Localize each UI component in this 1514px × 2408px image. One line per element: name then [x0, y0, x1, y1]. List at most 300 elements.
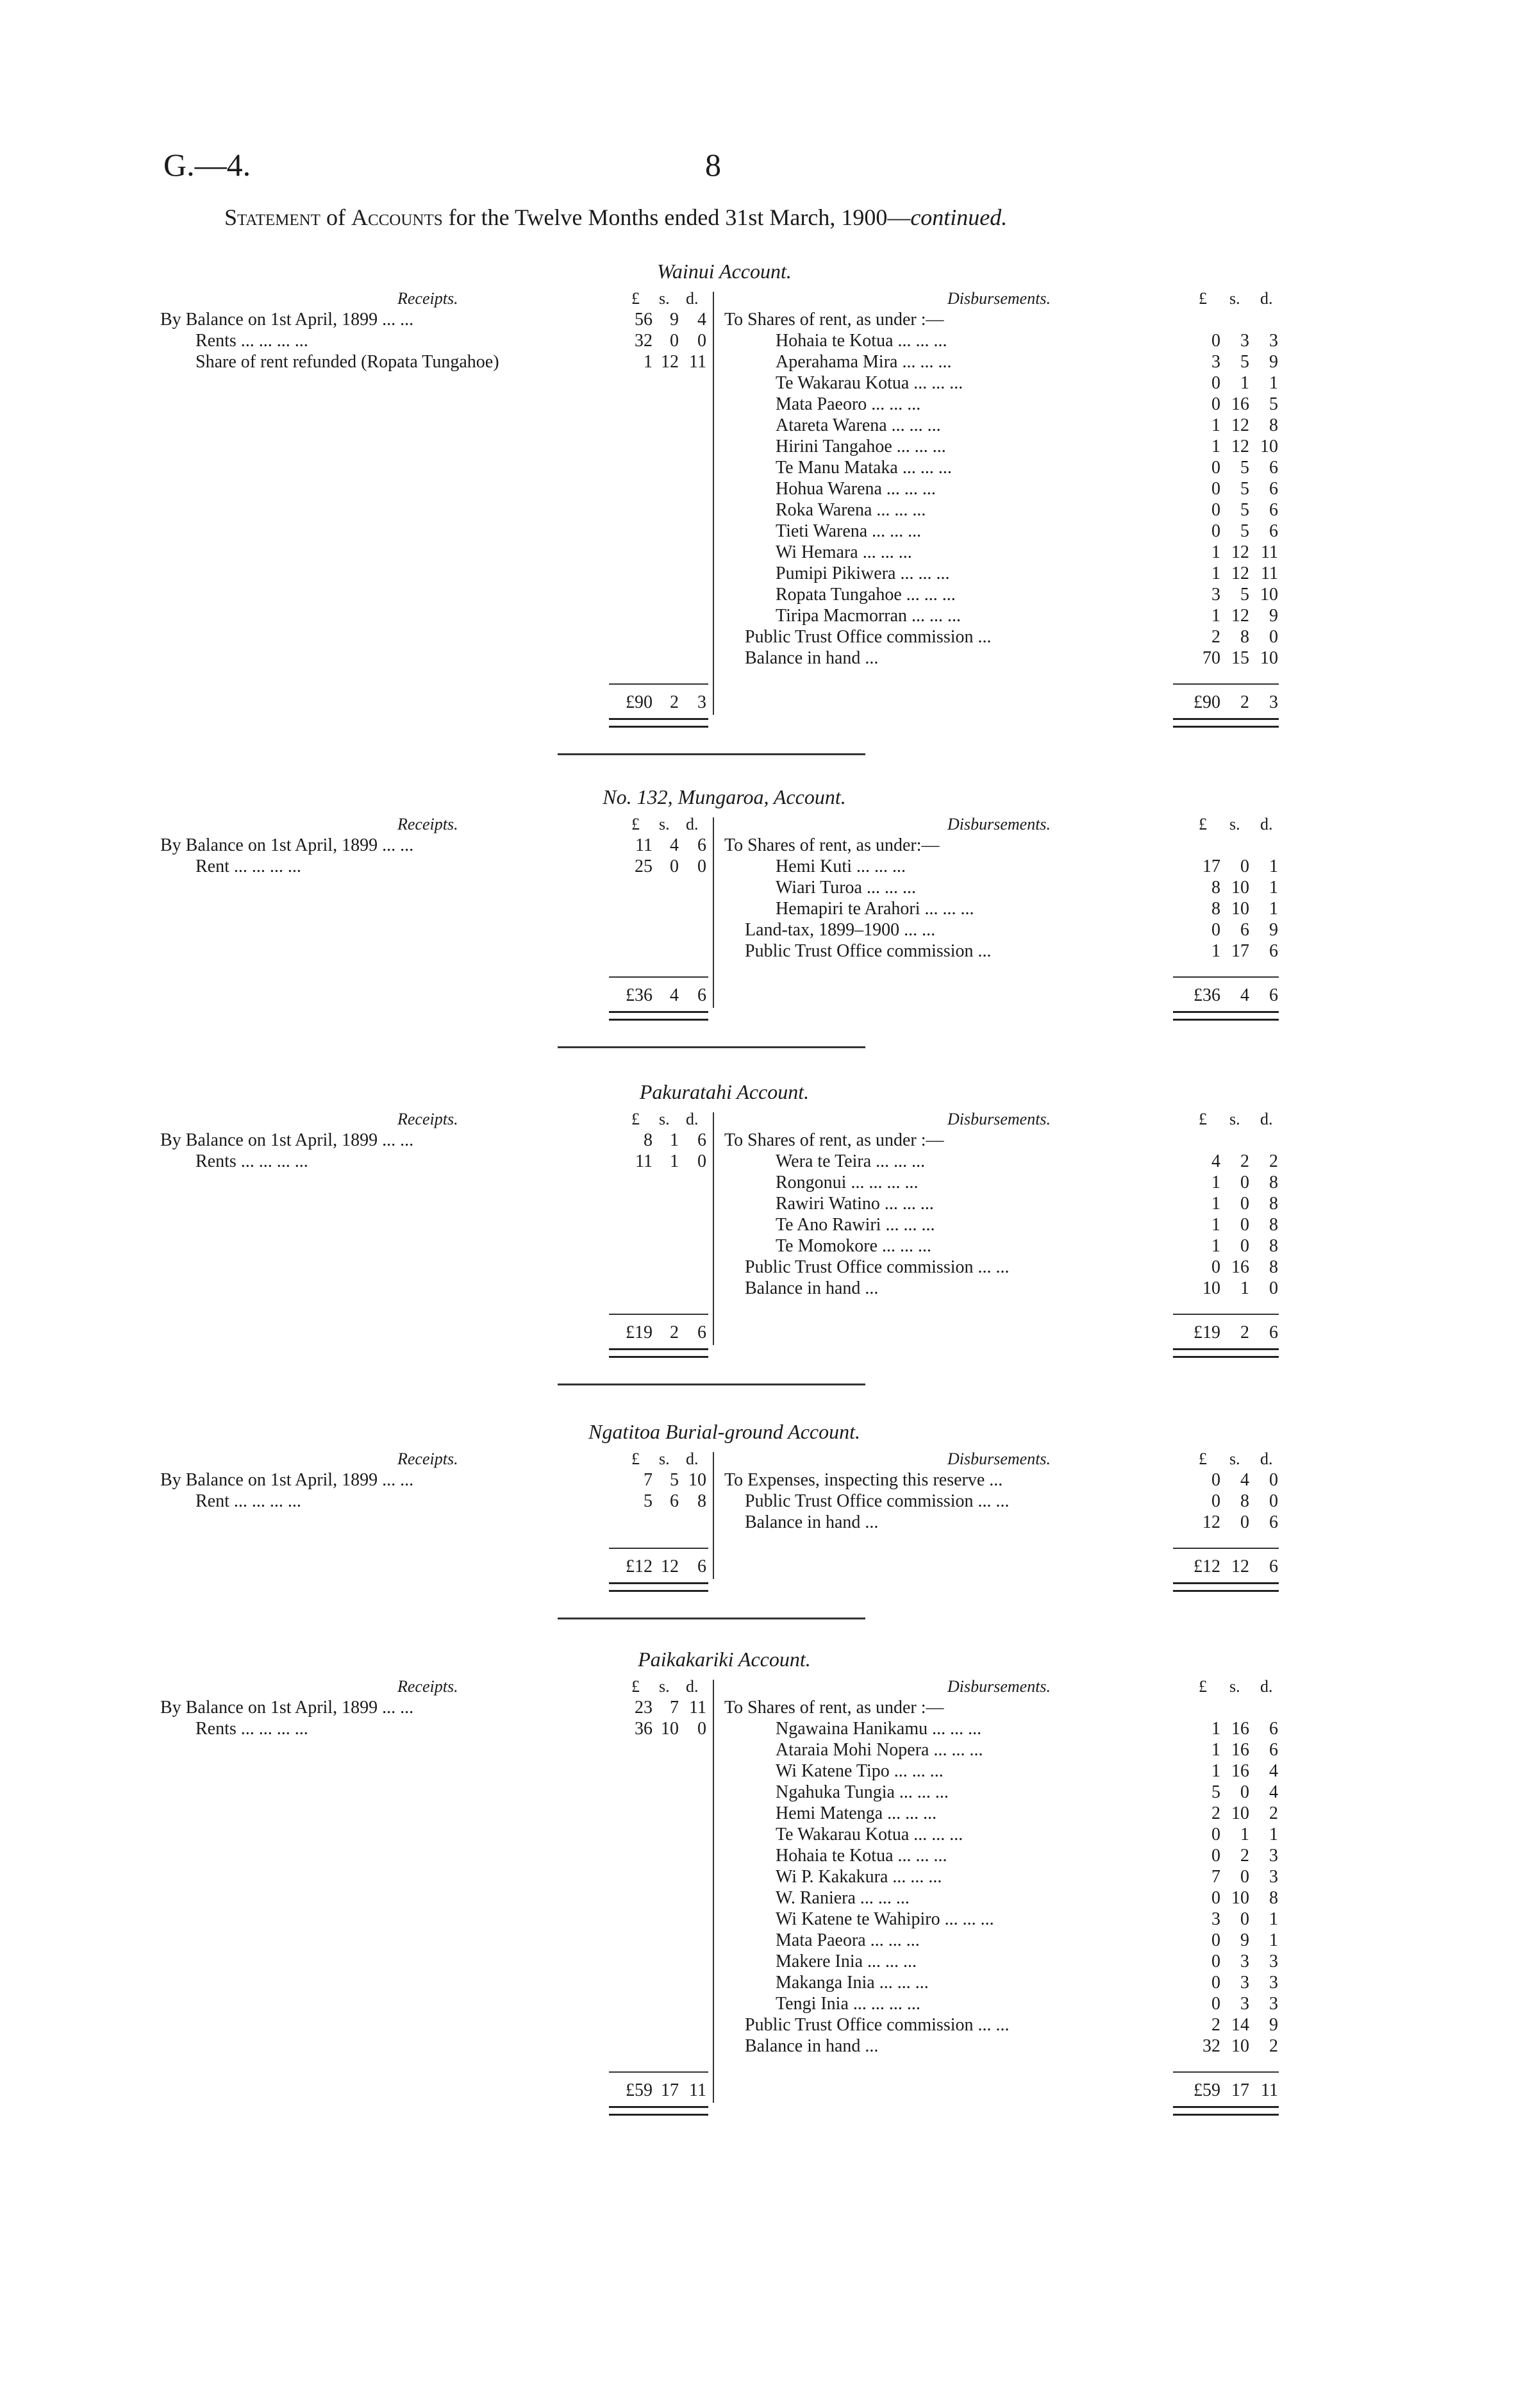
disbursement-pounds: 1 [1211, 1236, 1220, 1256]
disbursement-pence: 5 [1269, 394, 1278, 414]
disbursement-line: Te Manu Mataka ... ... ... [776, 458, 952, 478]
disbursement-line: Ngahuka Tungia ... ... ... [776, 1782, 949, 1802]
disbursements-rule [1173, 976, 1279, 978]
disbursement-pence: 9 [1269, 606, 1278, 626]
receipt-pounds: 8 [644, 1130, 653, 1150]
disbursement-pounds: 1 [1211, 542, 1220, 562]
receipt-shillings: 6 [670, 1491, 679, 1511]
disbursement-pence: 8 [1269, 1888, 1278, 1908]
disbursement-shillings: 3 [1240, 1994, 1249, 2014]
disbursement-shillings: 15 [1231, 648, 1249, 668]
receipt-shillings: 0 [670, 857, 679, 876]
disbursements-total-pence: 6 [1269, 985, 1278, 1005]
receipts-total-rule [609, 1011, 708, 1021]
column-divider [713, 817, 714, 1008]
receipt-pence: 4 [697, 310, 706, 330]
disbursement-line: Makanga Inia ... ... ... [776, 1973, 929, 1993]
disbursements-total-shillings: 17 [1231, 2080, 1249, 2100]
receipts-total-pounds: £59 [626, 2080, 653, 2100]
receipts-rule [609, 2071, 708, 2073]
receipts-total-rule [609, 2106, 708, 2116]
disbursement-shillings: 1 [1240, 373, 1249, 393]
disbursements-total-pounds: £12 [1194, 1557, 1220, 1576]
disbursement-shillings: 10 [1231, 1803, 1249, 1823]
disbursement-line: Roka Warena ... ... ... [776, 500, 926, 520]
disbursement-pounds: 0 [1211, 1491, 1220, 1511]
disbursement-line: Makere Inia ... ... ... [776, 1952, 917, 1971]
disbursement-pounds: 1 [1211, 606, 1220, 626]
disbursement-line: Balance in hand ... [745, 648, 879, 668]
disbursement-line: Balance in hand ... [745, 1512, 879, 1532]
disbursement-pounds: 2 [1211, 627, 1220, 647]
pence-heading: d. [686, 1450, 699, 1468]
shilling-heading: s. [659, 1677, 670, 1696]
disbursement-pence: 3 [1269, 1973, 1278, 1993]
disbursement-line: Tieti Warena ... ... ... [776, 521, 922, 541]
disbursement-pounds: 1 [1211, 564, 1220, 583]
receipt-line: Rent ... ... ... ... [195, 1491, 301, 1511]
disbursement-header: To Shares of rent, as under :— [724, 310, 944, 330]
disbursement-shillings: 3 [1240, 1952, 1249, 1971]
disbursement-shillings: 0 [1240, 1194, 1249, 1214]
disbursement-line: Balance in hand ... [745, 1278, 879, 1298]
title-lead: Statement [224, 205, 320, 230]
disbursement-pence: 6 [1269, 521, 1278, 541]
disbursement-pounds: 0 [1211, 1825, 1220, 1844]
disbursement-line: Public Trust Office commission ... [745, 941, 992, 961]
disbursements-total-shillings: 4 [1240, 985, 1249, 1005]
receipt-pounds: 36 [635, 1719, 653, 1739]
receipt-pounds: 11 [635, 835, 653, 855]
receipt-line: Rents ... ... ... ... [195, 1151, 308, 1171]
disbursement-pounds: 0 [1211, 373, 1220, 393]
disbursement-pence: 2 [1269, 1151, 1278, 1171]
account-title: Wainui Account. [657, 260, 792, 283]
disb-pence-heading: d. [1260, 1110, 1273, 1128]
receipts-rule [609, 1548, 708, 1549]
title-of: of [326, 205, 345, 230]
disbursement-pence: 9 [1269, 2015, 1278, 2035]
disb-pound-heading: £ [1199, 815, 1207, 833]
disbursements-heading: Disbursements. [947, 289, 1051, 308]
disbursement-line: Wi Katene te Wahipiro ... ... ... [776, 1909, 994, 1929]
account-title: Pakuratahi Account. [639, 1080, 810, 1103]
disbursement-line: Public Trust Office commission ... ... [745, 1491, 1010, 1511]
receipts-total-rule [609, 1582, 708, 1592]
disbursement-line: Tiripa Macmorran ... ... ... [776, 606, 961, 626]
disbursement-shillings: 16 [1231, 1719, 1249, 1739]
disbursements-total-pence: 6 [1269, 1557, 1278, 1576]
account-title: Ngatitoa Burial-ground Account. [588, 1420, 860, 1443]
pence-heading: d. [686, 289, 699, 308]
disbursement-line: Land-tax, 1899–1900 ... ... [745, 920, 936, 940]
disbursements-total-rule [1173, 718, 1279, 728]
disbursement-pounds: 10 [1202, 1278, 1220, 1298]
receipt-shillings: 12 [661, 352, 679, 372]
receipt-line: Rents ... ... ... ... [195, 1719, 308, 1739]
disb-pence-heading: d. [1260, 289, 1273, 308]
receipt-shillings: 4 [670, 835, 679, 855]
receipts-total-pounds: £36 [626, 985, 653, 1005]
receipt-shillings: 0 [670, 331, 679, 351]
disbursement-shillings: 17 [1231, 941, 1249, 961]
disbursement-shillings: 0 [1240, 857, 1249, 876]
disbursements-total-shillings: 12 [1231, 1557, 1249, 1576]
disbursement-pounds: 0 [1211, 920, 1220, 940]
disbursements-total-pence: 11 [1261, 2080, 1278, 2100]
disbursement-shillings: 0 [1240, 1236, 1249, 1256]
disbursements-total-pence: 3 [1269, 692, 1278, 712]
shilling-heading: s. [659, 1450, 670, 1468]
disbursement-line: Rawiri Watino ... ... ... [776, 1194, 934, 1214]
receipts-rule [609, 976, 708, 978]
disbursement-pounds: 3 [1211, 585, 1220, 605]
disbursements-rule [1173, 683, 1279, 685]
disbursement-pence: 1 [1269, 899, 1278, 919]
disbursement-shillings: 16 [1231, 1257, 1249, 1277]
receipt-pounds: 7 [644, 1470, 653, 1490]
receipts-total-shillings: 2 [670, 692, 679, 712]
receipt-line: By Balance on 1st April, 1899 ... ... [160, 1470, 414, 1490]
page-number: 8 [705, 147, 721, 183]
receipts-rule [609, 683, 708, 685]
disbursement-pence: 4 [1269, 1761, 1278, 1781]
disbursement-pence: 3 [1269, 1952, 1278, 1971]
disbursement-pounds: 8 [1211, 899, 1220, 919]
disbursement-pounds: 2 [1211, 2015, 1220, 2035]
title-continued: continued. [910, 205, 1008, 230]
disbursement-pence: 0 [1269, 1278, 1278, 1298]
receipts-total-shillings: 12 [661, 1557, 679, 1576]
disbursement-pence: 1 [1269, 878, 1278, 898]
disbursement-line: Wi Hemara ... ... ... [776, 542, 912, 562]
pound-heading: £ [631, 1110, 640, 1128]
disbursement-pounds: 5 [1211, 1782, 1220, 1802]
disbursement-pounds: 1 [1211, 1194, 1220, 1214]
disbursement-line: Hirini Tangahoe ... ... ... [776, 437, 946, 456]
disbursement-pence: 0 [1269, 627, 1278, 647]
disbursement-pounds: 0 [1211, 1470, 1220, 1490]
disbursement-pounds: 32 [1202, 2036, 1220, 2056]
disbursement-pounds: 4 [1211, 1151, 1220, 1171]
disbursement-pounds: 70 [1202, 648, 1220, 668]
disbursement-line: To Expenses, inspecting this reserve ... [724, 1470, 1003, 1490]
receipt-pounds: 11 [635, 1151, 653, 1171]
pence-heading: d. [686, 1677, 699, 1696]
receipts-heading: Receipts. [397, 1450, 458, 1468]
disbursement-pence: 8 [1269, 1215, 1278, 1235]
disbursement-pounds: 1 [1211, 1719, 1220, 1739]
disbursement-shillings: 1 [1240, 1825, 1249, 1844]
receipts-total-pounds: £12 [626, 1557, 653, 1576]
section-separator [558, 1046, 865, 1048]
disbursement-shillings: 5 [1240, 458, 1249, 478]
receipt-shillings: 9 [670, 310, 679, 330]
disbursement-line: Te Wakarau Kotua ... ... ... [776, 1825, 963, 1844]
receipt-shillings: 10 [661, 1719, 679, 1739]
disbursements-total-rule [1173, 1348, 1279, 1358]
disbursement-pence: 9 [1269, 352, 1278, 372]
disbursement-shillings: 16 [1231, 1761, 1249, 1781]
disbursement-pounds: 3 [1211, 352, 1220, 372]
disbursement-shillings: 0 [1240, 1512, 1249, 1532]
disbursement-pounds: 0 [1211, 1952, 1220, 1971]
receipt-line: By Balance on 1st April, 1899 ... ... [160, 835, 414, 855]
receipt-pence: 0 [697, 1719, 706, 1739]
disb-pound-heading: £ [1199, 1110, 1207, 1128]
disbursement-shillings: 0 [1240, 1909, 1249, 1929]
disbursement-header: To Shares of rent, as under :— [724, 1698, 944, 1718]
disbursement-line: Hohua Warena ... ... ... [776, 479, 936, 499]
account-title: No. 132, Mungaroa, Account. [603, 785, 846, 808]
section-separator [558, 1618, 865, 1619]
disb-pound-heading: £ [1199, 1450, 1207, 1468]
disb-pound-heading: £ [1199, 1677, 1207, 1696]
disb-shilling-heading: s. [1229, 1110, 1240, 1128]
disbursement-shillings: 5 [1240, 352, 1249, 372]
disbursement-pence: 1 [1269, 1825, 1278, 1844]
disbursement-shillings: 5 [1240, 500, 1249, 520]
disbursement-pence: 4 [1269, 1782, 1278, 1802]
receipt-shillings: 1 [670, 1151, 679, 1171]
disbursements-total-shillings: 2 [1240, 1323, 1249, 1342]
disbursement-shillings: 8 [1240, 627, 1249, 647]
receipt-pounds: 1 [644, 352, 653, 372]
disbursements-heading: Disbursements. [947, 815, 1051, 833]
disb-shilling-heading: s. [1229, 289, 1240, 308]
disbursement-pence: 10 [1260, 585, 1278, 605]
disbursement-shillings: 9 [1240, 1930, 1249, 1950]
pound-heading: £ [631, 1450, 640, 1468]
disbursement-pence: 2 [1269, 1803, 1278, 1823]
disb-pound-heading: £ [1199, 289, 1207, 308]
disbursement-shillings: 3 [1240, 1973, 1249, 1993]
disbursement-pence: 6 [1269, 1719, 1278, 1739]
disbursement-line: Mata Paeoro ... ... ... [776, 394, 921, 414]
disb-pence-heading: d. [1260, 1450, 1273, 1468]
receipt-pence: 0 [697, 331, 706, 351]
disbursement-shillings: 6 [1240, 920, 1249, 940]
disbursement-pounds: 7 [1211, 1867, 1220, 1887]
column-divider [713, 1452, 714, 1579]
disbursement-pence: 6 [1269, 458, 1278, 478]
receipt-shillings: 1 [670, 1130, 679, 1150]
disbursement-shillings: 12 [1231, 542, 1249, 562]
disbursement-line: Atareta Warena ... ... ... [776, 415, 941, 435]
disbursement-line: Balance in hand ... [745, 2036, 879, 2056]
receipts-total-pence: 6 [697, 985, 706, 1005]
receipts-total-pence: 6 [697, 1323, 706, 1342]
receipts-total-shillings: 4 [670, 985, 679, 1005]
disbursement-shillings: 14 [1231, 2015, 1249, 2035]
section-separator [558, 1384, 865, 1385]
disbursement-pence: 8 [1269, 1236, 1278, 1256]
receipts-rule [609, 1314, 708, 1315]
series-number: G.—4. [163, 147, 251, 183]
disbursement-pence: 2 [1269, 2036, 1278, 2056]
column-divider [713, 292, 714, 715]
disbursement-pounds: 0 [1211, 394, 1220, 414]
receipt-pounds: 56 [635, 310, 653, 330]
disbursement-pence: 10 [1260, 648, 1278, 668]
disbursement-line: Wi P. Kakakura ... ... ... [776, 1867, 942, 1887]
disbursements-total-pounds: £59 [1194, 2080, 1220, 2100]
disbursement-shillings: 2 [1240, 1846, 1249, 1866]
disbursement-pounds: 0 [1211, 521, 1220, 541]
disbursements-total-rule [1173, 2106, 1279, 2116]
receipt-pence: 6 [697, 1130, 706, 1150]
disbursement-pence: 6 [1269, 479, 1278, 499]
shilling-heading: s. [659, 1110, 670, 1128]
disbursement-pence: 9 [1269, 920, 1278, 940]
disbursement-pence: 6 [1269, 1740, 1278, 1760]
receipt-pence: 11 [689, 352, 706, 372]
disbursement-line: Te Wakarau Kotua ... ... ... [776, 373, 963, 393]
disbursement-line: Wi Katene Tipo ... ... ... [776, 1761, 944, 1781]
disbursement-pounds: 0 [1211, 1930, 1220, 1950]
disbursements-heading: Disbursements. [947, 1110, 1051, 1128]
disbursement-line: Te Ano Rawiri ... ... ... [776, 1215, 935, 1235]
disbursement-pounds: 0 [1211, 331, 1220, 351]
disbursement-line: Pumipi Pikiwera ... ... ... [776, 564, 950, 583]
receipt-pence: 10 [688, 1470, 706, 1490]
disbursement-pounds: 1 [1211, 1173, 1220, 1192]
disbursement-pence: 8 [1269, 1194, 1278, 1214]
disbursement-pounds: 0 [1211, 1257, 1220, 1277]
disbursement-pence: 3 [1269, 1867, 1278, 1887]
disbursements-total-pounds: £90 [1194, 692, 1220, 712]
receipts-total-pence: 11 [689, 2080, 706, 2100]
disbursement-line: Te Momokore ... ... ... [776, 1236, 932, 1256]
pound-heading: £ [631, 815, 640, 833]
pence-heading: d. [686, 1110, 699, 1128]
page-title [224, 204, 1288, 231]
disbursement-shillings: 0 [1240, 1215, 1249, 1235]
disbursements-rule [1173, 1548, 1279, 1549]
disb-pence-heading: d. [1260, 815, 1273, 833]
receipt-line: By Balance on 1st April, 1899 ... ... [160, 1130, 414, 1150]
disbursement-pounds: 12 [1202, 1512, 1220, 1532]
disbursement-shillings: 10 [1231, 1888, 1249, 1908]
disbursement-line: Hohaia te Kotua ... ... ... [776, 1846, 947, 1866]
disbursement-line: Rongonui ... ... ... ... [776, 1173, 919, 1192]
disbursements-total-pence: 6 [1269, 1323, 1278, 1342]
disbursement-pounds: 0 [1211, 1973, 1220, 1993]
disbursement-header: To Shares of rent, as under :— [724, 1130, 944, 1150]
disbursement-pence: 8 [1269, 1173, 1278, 1192]
disbursement-pence: 6 [1269, 500, 1278, 520]
disbursements-total-pounds: £19 [1194, 1323, 1220, 1342]
disbursement-pence: 6 [1269, 941, 1278, 961]
pound-heading: £ [631, 289, 640, 308]
receipts-total-shillings: 17 [661, 2080, 679, 2100]
disbursement-pounds: 0 [1211, 500, 1220, 520]
pence-heading: d. [686, 815, 699, 833]
receipt-pence: 8 [697, 1491, 706, 1511]
disbursement-line: Tengi Inia ... ... ... ... [776, 1994, 920, 2014]
receipts-total-rule [609, 718, 708, 728]
disbursement-line: Ngawaina Hanikamu ... ... ... [776, 1719, 982, 1739]
disbursement-line: Hemapiri te Arahori ... ... ... [776, 899, 974, 919]
receipts-total-shillings: 2 [670, 1323, 679, 1342]
disbursement-shillings: 5 [1240, 585, 1249, 605]
column-divider [713, 1112, 714, 1345]
disbursement-shillings: 12 [1231, 564, 1249, 583]
disb-shilling-heading: s. [1229, 1677, 1240, 1696]
disbursement-pence: 6 [1269, 1512, 1278, 1532]
disbursements-rule [1173, 2071, 1279, 2073]
receipt-pounds: 23 [635, 1698, 653, 1718]
receipts-heading: Receipts. [397, 815, 458, 833]
disbursement-line: Hohaia te Kotua ... ... ... [776, 331, 947, 351]
disbursement-pence: 1 [1269, 1930, 1278, 1950]
receipt-pounds: 5 [644, 1491, 653, 1511]
receipts-total-pence: 3 [697, 692, 706, 712]
disbursement-pounds: 8 [1211, 878, 1220, 898]
disb-shilling-heading: s. [1229, 815, 1240, 833]
title-rest: for the Twelve Months ended 31st March, 1900— [448, 205, 911, 230]
disbursement-shillings: 8 [1240, 1491, 1249, 1511]
disbursement-line: Public Trust Office commission ... ... [745, 2015, 1010, 2035]
disbursement-pounds: 1 [1211, 1740, 1220, 1760]
disbursement-pence: 3 [1269, 1846, 1278, 1866]
shilling-heading: s. [659, 289, 670, 308]
disbursement-shillings: 2 [1240, 1151, 1249, 1171]
receipt-pence: 0 [697, 1151, 706, 1171]
account-title: Paikakariki Account. [638, 1648, 811, 1671]
disbursement-pence: 10 [1260, 437, 1278, 456]
disbursement-line: Hemi Matenga ... ... ... [776, 1803, 937, 1823]
receipt-pence: 11 [689, 1698, 706, 1718]
receipt-pounds: 25 [635, 857, 653, 876]
disbursement-pounds: 1 [1211, 1215, 1220, 1235]
disbursements-total-rule [1173, 1011, 1279, 1021]
column-divider [713, 1680, 714, 2103]
disbursement-pence: 3 [1269, 1994, 1278, 2014]
disbursements-total-shillings: 2 [1240, 692, 1249, 712]
disbursement-line: Wiari Turoa ... ... ... [776, 878, 916, 898]
receipt-shillings: 7 [670, 1698, 679, 1718]
disbursement-line: Wera te Teira ... ... ... [776, 1151, 926, 1171]
section-separator [558, 753, 865, 755]
disbursement-pounds: 0 [1211, 1994, 1220, 2014]
receipt-line: By Balance on 1st April, 1899 ... ... [160, 310, 414, 330]
disbursements-total-rule [1173, 1582, 1279, 1592]
disbursement-pence: 11 [1261, 564, 1278, 583]
receipts-heading: Receipts. [397, 1677, 458, 1696]
disbursement-pence: 1 [1269, 373, 1278, 393]
disbursement-shillings: 3 [1240, 331, 1249, 351]
disbursement-pounds: 1 [1211, 941, 1220, 961]
receipt-line: Rent ... ... ... ... [195, 857, 301, 876]
disbursement-line: Mata Paeora ... ... ... [776, 1930, 920, 1950]
disbursement-shillings: 4 [1240, 1470, 1249, 1490]
disbursements-heading: Disbursements. [947, 1677, 1051, 1696]
disbursement-line: Ataraia Mohi Nopera ... ... ... [776, 1740, 983, 1760]
disbursement-line: Public Trust Office commission ... [745, 627, 992, 647]
disbursement-shillings: 12 [1231, 415, 1249, 435]
disbursement-shillings: 0 [1240, 1173, 1249, 1192]
disbursement-pounds: 3 [1211, 1909, 1220, 1929]
disbursement-shillings: 10 [1231, 899, 1249, 919]
disbursement-shillings: 5 [1240, 479, 1249, 499]
disbursement-pounds: 17 [1202, 857, 1220, 876]
receipts-total-pounds: £90 [626, 692, 653, 712]
disbursements-rule [1173, 1314, 1279, 1315]
disbursement-pence: 0 [1269, 1491, 1278, 1511]
disbursement-pence: 8 [1269, 415, 1278, 435]
disbursement-shillings: 1 [1240, 1278, 1249, 1298]
